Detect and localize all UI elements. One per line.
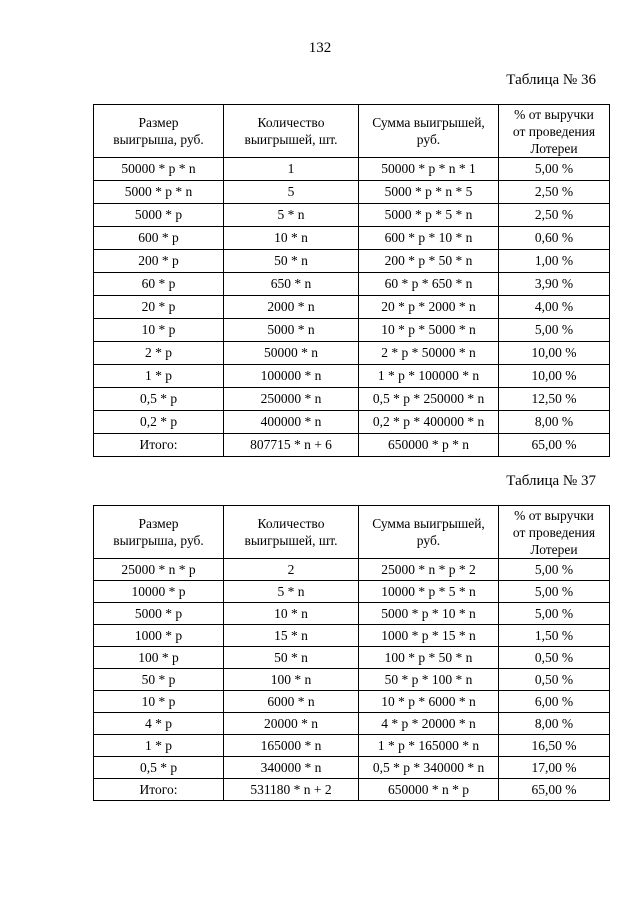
cell-prize-sum: 0,5 * p * 250000 * n (359, 388, 499, 411)
cell-prize-size: Итого: (94, 434, 224, 457)
cell-revenue-percent: 10,00 % (499, 365, 610, 388)
cell-prize-count: 250000 * n (224, 388, 359, 411)
header-revenue-percent (499, 105, 610, 158)
total-row (94, 434, 610, 457)
cell-prize-sum: 650000 * n * p (359, 779, 499, 801)
table-row (94, 735, 610, 757)
cell-revenue-percent: 10,00 % (499, 342, 610, 365)
cell-prize-sum: 5000 * p * 5 * n (359, 204, 499, 227)
table-body (94, 559, 610, 801)
cell-prize-size: 5000 * p (94, 204, 224, 227)
cell-prize-sum: 100 * p * 50 * n (359, 647, 499, 669)
cell-prize-sum: 5000 * p * n * 5 (359, 181, 499, 204)
table-row (94, 713, 610, 735)
cell-revenue-percent: 3,90 % (499, 273, 610, 296)
table-37-title: Таблица № 37 (506, 473, 596, 489)
cell-prize-count: 100000 * n (224, 365, 359, 388)
cell-revenue-percent: 0,50 % (499, 669, 610, 691)
table-row (94, 388, 610, 411)
cell-prize-size: 4 * p (94, 713, 224, 735)
table-row (94, 669, 610, 691)
cell-revenue-percent: 2,50 % (499, 204, 610, 227)
cell-prize-size: 1 * p (94, 735, 224, 757)
table-row (94, 691, 610, 713)
cell-prize-sum: 0,5 * p * 340000 * n (359, 757, 499, 779)
cell-revenue-percent: 2,50 % (499, 181, 610, 204)
cell-prize-count: 2 (224, 559, 359, 581)
table-row (94, 559, 610, 581)
cell-prize-size: 60 * p (94, 273, 224, 296)
cell-revenue-percent: 8,00 % (499, 411, 610, 434)
cell-prize-count: 807715 * n + 6 (224, 434, 359, 457)
cell-prize-sum: 1 * p * 165000 * n (359, 735, 499, 757)
cell-revenue-percent: 1,50 % (499, 625, 610, 647)
cell-revenue-percent: 5,00 % (499, 603, 610, 625)
table-row (94, 625, 610, 647)
cell-prize-sum: 5000 * p * 10 * n (359, 603, 499, 625)
cell-prize-count: 5 (224, 181, 359, 204)
table-row (94, 181, 610, 204)
table-row (94, 296, 610, 319)
cell-prize-count: 100 * n (224, 669, 359, 691)
cell-prize-count: 5000 * n (224, 319, 359, 342)
cell-prize-count: 340000 * n (224, 757, 359, 779)
cell-prize-size: 100 * p (94, 647, 224, 669)
table-header (94, 506, 610, 559)
cell-prize-sum: 60 * p * 650 * n (359, 273, 499, 296)
header-label: Сумма выигрышей, руб. (372, 516, 485, 548)
cell-prize-count: 400000 * n (224, 411, 359, 434)
table-row (94, 342, 610, 365)
header-label: Размер выигрыша, руб. (113, 516, 204, 548)
cell-revenue-percent: 17,00 % (499, 757, 610, 779)
cell-prize-count: 50 * n (224, 647, 359, 669)
cell-prize-sum: 2 * p * 50000 * n (359, 342, 499, 365)
header-prize-size (94, 506, 224, 559)
cell-revenue-percent: 4,00 % (499, 296, 610, 319)
cell-prize-sum: 600 * p * 10 * n (359, 227, 499, 250)
table-row (94, 647, 610, 669)
cell-prize-size: 50000 * p * n (94, 158, 224, 181)
cell-revenue-percent: 6,00 % (499, 691, 610, 713)
cell-prize-sum: 20 * p * 2000 * n (359, 296, 499, 319)
cell-prize-count: 2000 * n (224, 296, 359, 319)
table-row (94, 227, 610, 250)
cell-prize-size: 10000 * p (94, 581, 224, 603)
cell-prize-size: 25000 * n * p (94, 559, 224, 581)
cell-prize-size: 10 * p (94, 319, 224, 342)
cell-prize-size: Итого: (94, 779, 224, 801)
cell-prize-size: 20 * p (94, 296, 224, 319)
cell-prize-sum: 25000 * n * p * 2 (359, 559, 499, 581)
cell-prize-size: 50 * p (94, 669, 224, 691)
cell-prize-size: 2 * p (94, 342, 224, 365)
cell-prize-count: 5 * n (224, 581, 359, 603)
cell-revenue-percent: 5,00 % (499, 158, 610, 181)
table-row (94, 158, 610, 181)
cell-prize-sum: 10000 * p * 5 * n (359, 581, 499, 603)
cell-prize-count: 10 * n (224, 603, 359, 625)
cell-prize-count: 50 * n (224, 250, 359, 273)
cell-prize-size: 5000 * p (94, 603, 224, 625)
header-label: % от выручки от проведения Лотереи (512, 507, 596, 557)
cell-revenue-percent: 65,00 % (499, 434, 610, 457)
cell-prize-count: 15 * n (224, 625, 359, 647)
cell-prize-sum: 0,2 * p * 400000 * n (359, 411, 499, 434)
header-label: Количество выигрышей, шт. (244, 516, 338, 548)
cell-prize-size: 0,5 * p (94, 757, 224, 779)
header-revenue-percent (499, 506, 610, 559)
cell-prize-count: 1 (224, 158, 359, 181)
cell-prize-sum: 50 * p * 100 * n (359, 669, 499, 691)
cell-revenue-percent: 0,60 % (499, 227, 610, 250)
cell-prize-size: 1 * p (94, 365, 224, 388)
header-label: Количество выигрышей, шт. (244, 115, 338, 147)
cell-prize-sum: 650000 * p * n (359, 434, 499, 457)
cell-prize-size: 600 * p (94, 227, 224, 250)
page-number: 132 (308, 40, 332, 56)
table-row (94, 603, 610, 625)
cell-revenue-percent: 12,50 % (499, 388, 610, 411)
cell-prize-size: 0,5 * p (94, 388, 224, 411)
table-row (94, 250, 610, 273)
table-row (94, 411, 610, 434)
cell-revenue-percent: 1,00 % (499, 250, 610, 273)
cell-prize-sum: 10 * p * 5000 * n (359, 319, 499, 342)
table-header (94, 105, 610, 158)
cell-prize-sum: 4 * p * 20000 * n (359, 713, 499, 735)
cell-prize-sum: 1 * p * 100000 * n (359, 365, 499, 388)
cell-prize-count: 165000 * n (224, 735, 359, 757)
table-row (94, 204, 610, 227)
cell-prize-size: 1000 * p (94, 625, 224, 647)
total-row (94, 779, 610, 801)
prize-table-36 (93, 104, 610, 457)
cell-prize-size: 10 * p (94, 691, 224, 713)
cell-prize-count: 531180 * n + 2 (224, 779, 359, 801)
prize-table-37 (93, 505, 610, 801)
cell-revenue-percent: 0,50 % (499, 647, 610, 669)
table-row (94, 365, 610, 388)
cell-revenue-percent: 5,00 % (499, 319, 610, 342)
table-36-title: Таблица № 36 (506, 72, 596, 88)
table-row (94, 757, 610, 779)
cell-revenue-percent: 65,00 % (499, 779, 610, 801)
cell-prize-count: 20000 * n (224, 713, 359, 735)
cell-prize-sum: 10 * p * 6000 * n (359, 691, 499, 713)
cell-revenue-percent: 5,00 % (499, 581, 610, 603)
header-prize-sum (359, 105, 499, 158)
cell-revenue-percent: 16,50 % (499, 735, 610, 757)
cell-prize-sum: 1000 * p * 15 * n (359, 625, 499, 647)
cell-prize-sum: 50000 * p * n * 1 (359, 158, 499, 181)
cell-prize-count: 10 * n (224, 227, 359, 250)
cell-prize-count: 50000 * n (224, 342, 359, 365)
cell-prize-sum: 200 * p * 50 * n (359, 250, 499, 273)
header-prize-count (224, 105, 359, 158)
header-prize-sum (359, 506, 499, 559)
header-prize-count (224, 506, 359, 559)
table-body (94, 158, 610, 457)
cell-revenue-percent: 5,00 % (499, 559, 610, 581)
cell-prize-count: 5 * n (224, 204, 359, 227)
header-prize-size (94, 105, 224, 158)
header-label: Размер выигрыша, руб. (113, 115, 204, 147)
header-row (94, 105, 610, 158)
cell-prize-size: 0,2 * p (94, 411, 224, 434)
cell-prize-count: 6000 * n (224, 691, 359, 713)
cell-revenue-percent: 8,00 % (499, 713, 610, 735)
header-label: Сумма выигрышей, руб. (372, 115, 485, 147)
table-row (94, 581, 610, 603)
table-row (94, 319, 610, 342)
cell-prize-size: 200 * p (94, 250, 224, 273)
header-row (94, 506, 610, 559)
table-row (94, 273, 610, 296)
header-label: % от выручки от проведения Лотереи (512, 106, 596, 156)
cell-prize-size: 5000 * p * n (94, 181, 224, 204)
cell-prize-count: 650 * n (224, 273, 359, 296)
